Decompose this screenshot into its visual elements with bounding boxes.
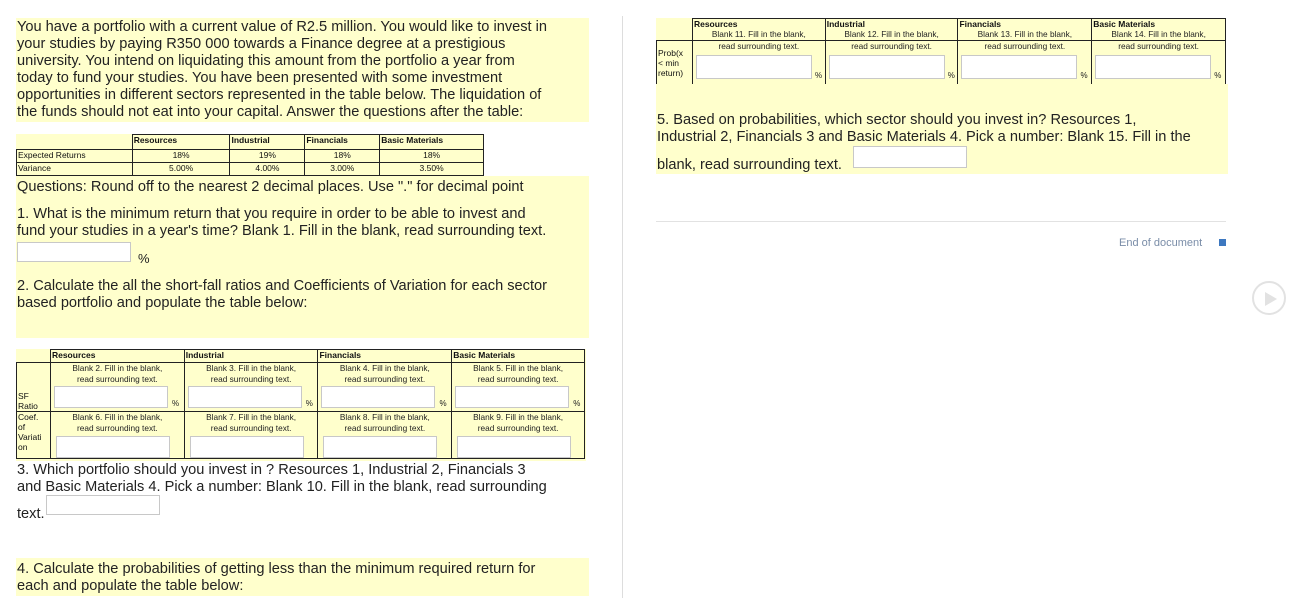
blank-cell: read surrounding text. % [1092,40,1226,85]
blank-6-input[interactable] [56,436,170,458]
prob-header-cell: Industrial Blank 12. Fill in the blank, [825,19,958,41]
blank-13-input[interactable] [961,55,1077,79]
intro-line: You have a portfolio with a current value of R2.5 million. You would like to invest in [17,19,548,35]
question-2: 2. Calculate the all the short-fall ratios and Coefficients of Variation for each sector based portfolio and populate the table below: [17,278,547,311]
intro-line: the funds should not eat into your capital. Answer the questions after the table: [17,104,524,120]
sf-header: Industrial [184,350,318,363]
table-cell: 18% [380,150,484,163]
table-cell: 19% [230,150,305,163]
table-row [17,150,484,163]
table-cell: 18% [132,150,230,163]
play-icon[interactable] [1252,281,1286,315]
blank-7-input[interactable] [190,436,304,458]
blank-cell: Blank 9. Fill in the blank, read surrounding text. [452,412,585,459]
sf-header: Financials [318,350,452,363]
blank-4-input[interactable] [321,386,435,408]
sf-header: Resources [50,350,184,363]
percent-unit: % [171,399,180,408]
percent-unit: % [573,399,581,408]
percent-unit: % [947,70,955,80]
blank-9-input[interactable] [457,436,571,458]
question-3: 3. Which portfolio should you invest in ? Resources 1, Industrial 2, Financials 3 and Basic Materials 4. Pick a number: Blank 10. Fill in the blank, read surrounding [17,462,547,495]
questions-note: Questions: Round off to the nearest 2 decimal places. Use "." for decimal point [17,179,524,195]
table-cell: 18% [305,150,380,163]
row-label: Variance [17,163,133,176]
percent-unit: % [1080,70,1088,80]
row-label: Prob(x < min return) [657,40,693,85]
square-marker-icon [1219,239,1226,246]
row-label: Expected Returns [17,150,133,163]
percent-unit: % [138,251,150,266]
returns-header: Industrial [230,135,305,150]
column-divider [622,16,623,598]
question-5-tail: blank, read surrounding text. [657,157,842,173]
blank-cell: read surrounding text. % [825,40,958,85]
row-label: Coef. of Variati on [17,412,51,459]
blank-cell: Blank 4. Fill in the blank, read surrounding text. % [318,363,452,412]
intro-paragraph [17,19,547,121]
table-cell: 5.00% [132,163,230,176]
sf-ratio-row [17,363,585,412]
blank-3-input[interactable] [188,386,302,408]
intro-line: university. You intend on liquidating this amount from the portfolio a year from [17,53,515,69]
blank-cell: Blank 8. Fill in the blank, read surrounding text. [318,412,452,459]
table-cell: 3.50% [380,163,484,176]
blank-cell: Blank 5. Fill in the blank, read surrounding text. % [452,363,585,412]
blank-11-input[interactable] [696,55,812,79]
blank-10-input[interactable] [46,495,160,515]
blank-cell: Blank 3. Fill in the blank, read surrounding text. % [184,363,318,412]
blank-1-input[interactable] [17,242,131,262]
blank-cell: Blank 2. Fill in the blank, read surrounding text. % [50,363,184,412]
blank-cell: read surrounding text. % [692,40,825,85]
blank-cell: Blank 6. Fill in the blank, read surrounding text. [50,412,184,459]
blank-cell: Blank 7. Fill in the blank, read surrounding text. [184,412,318,459]
blank-8-input[interactable] [323,436,437,458]
question-1: 1. What is the minimum return that you require in order to be able to invest and fund your studies in a year's time? Blank 1. Fill in the blank, read surrounding text. [17,206,547,239]
intro-line: opportunities in different sectors represented in the table below. The liquidation of [17,87,542,103]
separator [656,221,1226,222]
blank-2-input[interactable] [54,386,168,408]
prob-header-cell: Financials Blank 13. Fill in the blank, [958,19,1092,41]
blank-14-input[interactable] [1095,55,1211,79]
question-4: 4. Calculate the probabilities of getting less than the minimum required return for each and populate the table below: [17,561,536,594]
percent-unit: % [305,399,313,408]
table-cell: 4.00% [230,163,305,176]
sf-cv-table [16,349,585,459]
blank-5-input[interactable] [455,386,569,408]
blank-15-input[interactable] [853,146,967,168]
sf-header: Basic Materials [452,350,585,363]
blank-12-input[interactable] [829,55,945,79]
percent-unit: % [814,70,823,80]
row-label: SF Ratio [17,363,51,412]
prob-header-cell: Resources Blank 11. Fill in the blank, [692,19,825,41]
table-row [17,163,484,176]
question-5: 5. Based on probabilities, which sector should you invest in? Resources 1, Industrial 2, Financials 3 and Basic Materials 4. Pick a number: Blank 15. Fill in the [657,112,1191,145]
probability-table [656,18,1226,86]
question-3-tail: text. [17,506,45,522]
probability-row [657,40,1226,85]
returns-header: Resources [132,135,230,150]
prob-header-cell: Basic Materials Blank 14. Fill in the blank, [1092,19,1226,41]
percent-unit: % [439,399,447,408]
blank-cell: read surrounding text. % [958,40,1092,85]
returns-header: Basic Materials [380,135,484,150]
end-of-document-label: End of document [1119,237,1203,249]
table-cell: 3.00% [305,163,380,176]
intro-line: today to fund your studies. You have been presented with some investment [17,70,503,86]
cv-row [17,412,585,459]
returns-header: Financials [305,135,380,150]
percent-unit: % [1214,70,1222,80]
returns-table [16,134,484,176]
intro-line: your studies by paying R350 000 towards a Finance degree at a prestigious [17,36,506,52]
